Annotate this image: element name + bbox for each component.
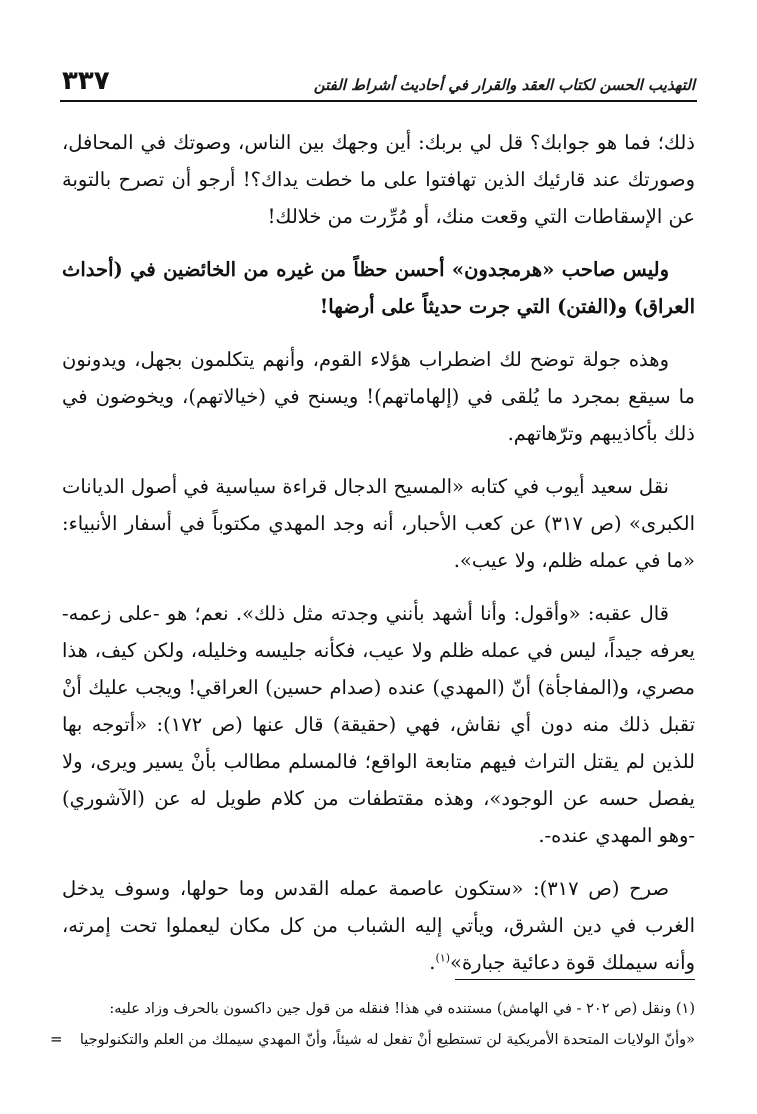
paragraph-3: وهذه جولة توضح لك اضطراب هؤلاء القوم، وأنهم يتكلمون بجهل، ويدونون ما سيقع بمجرد ما يُلقى في (إلهاماتهم)! ويسنح في (خيالاتهم)، ويخوضون في ذلك بأكاذيبهم وترّهاتهم.: [62, 348, 695, 445]
paragraph-4: نقل سعيد أيوب في كتابه «المسيح الدجال قراءة سياسية في أصول الديانات الكبرى» (ص ٣١٧) عن كعب الأحبار، أنه وجد المهدي مكتوباً في أسفار الأنبياء: «ما في عمله ظلم، ولا عيب».: [62, 475, 695, 572]
footnotes: [50, 994, 695, 1055]
paragraph-5: قال عقبه: «وأقول: وأنا أشهد بأنني وجدته مثل ذلك». نعم؛ هو -على زعمه- يعرفه جيداً، ليس في عمله ظلم ولا عيب، فكأنه جليسه وخليله، ولكن كيف، هذا مصري، و(المفاجأة) أنّ (المهدي) عنده (صدام حسين) العراقي! ويجب عليك أنْ تقبل ذلك منه دون أي نقاش، فهي (حقيقة) قال عنها (ص ١٧٢): «أتوجه بها للذين لم يقتل التراث فيهم متابعة الواقع؛ فالمسلم مطالب بأنْ يسير ويرى، ولا يفصل حسه عن الوجود»، وهذه مقتطفات من كلام طويل له عن (الآشوري) -وهو المهدي عنده-.: [62, 602, 695, 847]
running-title: التهذيب الحسن لكتاب العقد والقرار في أحاديث أشراط الفتن: [313, 76, 695, 94]
paragraph-6: [62, 870, 695, 981]
footnote-1-line-2: «وأنّ الولايات المتحدة الأمريكية لن تستطيع أنْ تفعل له شيئاً، وأنّ المهدي سيملك من العلم والتكنولوجيا: [79, 1032, 695, 1048]
header-rule: [60, 100, 697, 102]
footnote-1-line-2-row: [50, 1024, 695, 1055]
paragraph-2: وليس صاحب «هرمجدون» أحسن حظاً من غيره من الخائضين في (أحداث العراق) و(الفتن) التي جرت حديثاً على أرضها!: [62, 258, 695, 318]
paragraph-6-end: .: [429, 951, 436, 974]
main-text: [62, 124, 695, 997]
page-number: ٣٣٧: [62, 66, 110, 96]
continuation-mark: =: [50, 1030, 63, 1048]
footnote-separator: [455, 979, 695, 980]
footnote-reference[interactable]: (١): [435, 951, 451, 965]
footnote-1-line-1: (١) ونقل (ص ٢٠٢ - في الهامش) مستنده في هذا! فنقله من قول جين داكسون بالحرف وزاد عليه:: [109, 1001, 695, 1017]
paragraph-1: ذلك؛ فما هو جوابك؟ قل لي بربك: أين وجهك بين الناس، وصوتك في المحافل، وصورتك عند قارئيك الذين تهافتوا على ما خطت يداك؟! أرجو أن تصرح بالتوبة عن الإسقاطات التي وقعت منك، أو مُرِّرت من خلالك!: [62, 131, 695, 228]
paragraph-6-text: صرح (ص ٣١٧): «ستكون عاصمة عمله القدس وما حولها، وسوف يدخل الغرب في دين الشرق، ويأتي إليه الشباب من كل مكان ليعملوا تحت إمرته، وأنه سيملك قوة دعائية جبارة»: [62, 877, 695, 974]
page-header: [62, 56, 695, 100]
